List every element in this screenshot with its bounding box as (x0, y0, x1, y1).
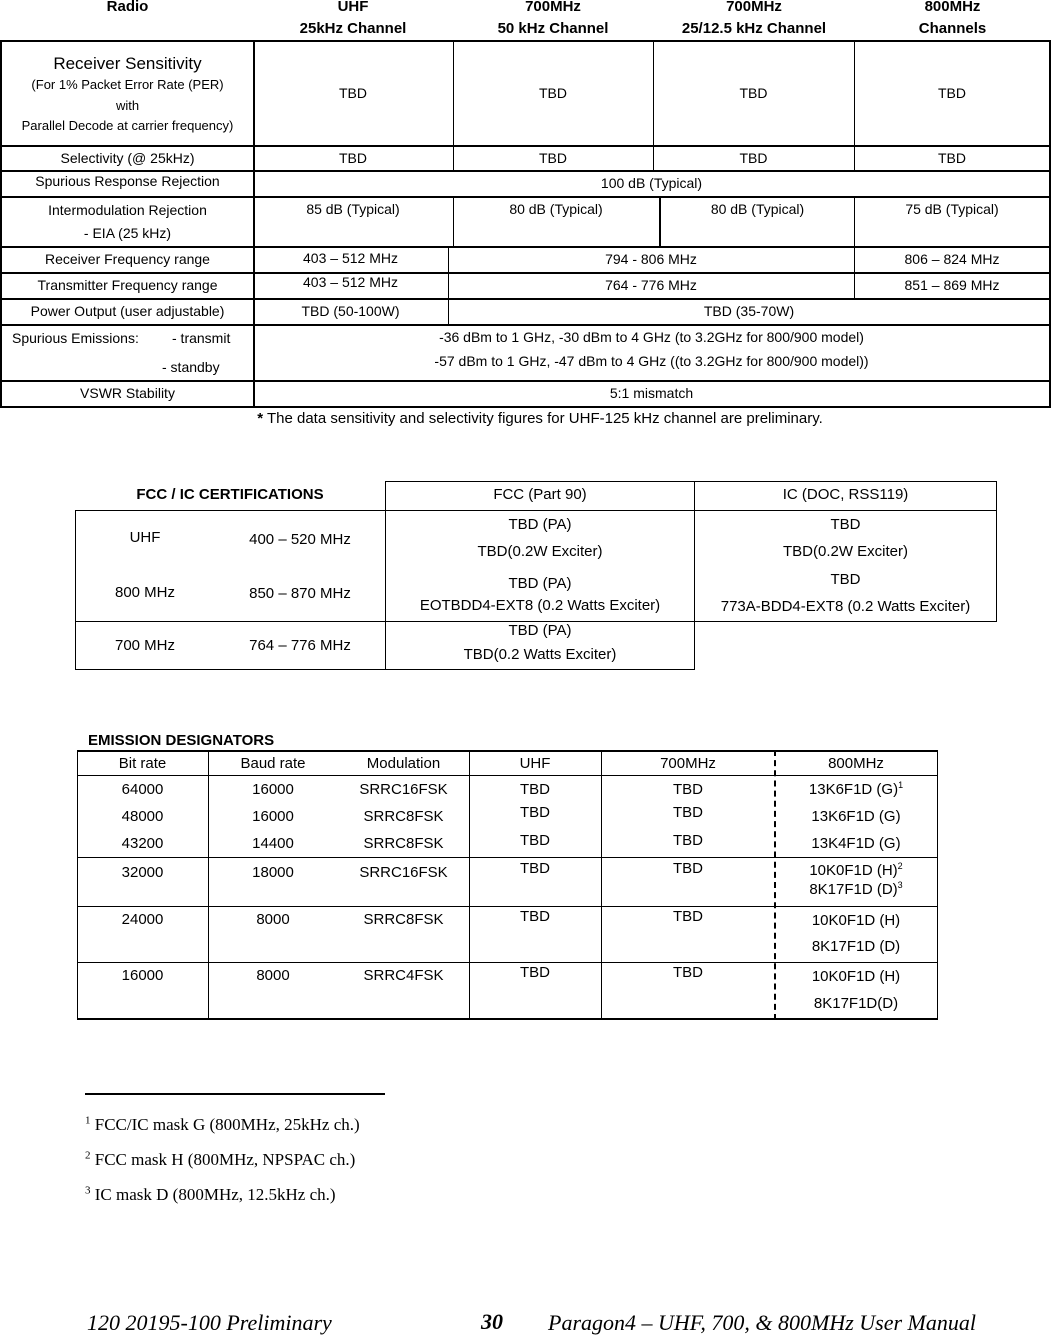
rx-freq-800: 806 – 824 MHz (904, 251, 1000, 268)
em-row2-baudrate: 16000 (252, 808, 294, 825)
em-row6-modulation: SRRC4FSK (363, 967, 444, 984)
sensitivity-label: Receiver Sensitivity (For 1% Packet Error Rate (PER) with Parallel Decode at carrier frequency) (21, 54, 234, 133)
em-row3-700: TBD (673, 832, 703, 849)
vswr-value: 5:1 mismatch (609, 385, 694, 402)
em-row1-modulation: SRRC16FSK (359, 781, 448, 798)
intermod-700a: 80 dB (Typical) (509, 201, 603, 218)
fcc-800-pa: TBD (PA) (508, 575, 572, 592)
spurious-emissions-label: Spurious Emissions: (12, 330, 139, 346)
power-700-800: TBD (35-70W) (703, 303, 795, 320)
vswr-label: VSWR Stability (80, 385, 175, 402)
em-row5-700: TBD (673, 908, 703, 925)
em-row6-800-h: 10K0F1D (H) (811, 968, 901, 985)
em-row3-bitrate: 43200 (121, 835, 164, 852)
em-row5-bitrate: 24000 (121, 911, 164, 928)
spurious-response-label: Spurious Response Rejection (35, 173, 220, 190)
em-row5-baudrate: 8000 (256, 911, 290, 928)
col-header-700b: 700MHz (726, 0, 782, 15)
emission-title: EMISSION DESIGNATORS (88, 732, 275, 749)
em-row6-800-d: 8K17F1D(D) (813, 995, 899, 1012)
footer-doc-number: 120 20195-100 Preliminary (87, 1310, 332, 1335)
em-row1-bitrate: 64000 (121, 781, 164, 798)
em-row6-uhf: TBD (520, 964, 550, 981)
em-row3-800: 13K4F1D (G) (811, 835, 901, 852)
tx-freq-label: Transmitter Frequency range (37, 277, 218, 294)
em-row4-uhf: TBD (520, 860, 550, 877)
fcc-range-700: 764 – 776 MHz (249, 637, 351, 654)
fcc-uhf-exciter: TBD(0.2W Exciter) (477, 543, 603, 560)
em-row2-uhf: TBD (520, 804, 550, 821)
em-header-700: 700MHz (660, 755, 716, 772)
em-row3-modulation: SRRC8FSK (363, 835, 444, 852)
selectivity-700b: TBD (739, 149, 768, 166)
em-row4-modulation: SRRC16FSK (359, 864, 448, 881)
ic-uhf-pa: TBD (830, 516, 861, 533)
em-row4-800-d: 8K17F1D $(D)^3$ (809, 880, 903, 898)
col-subheader-700a: 50 kHz Channel (497, 20, 609, 37)
power-uhf: TBD (50-100W) (301, 303, 400, 320)
col-subheader-700b: 25/12.5 kHz Channel (681, 20, 827, 37)
rx-freq-uhf: 403 – 512 MHz (303, 250, 398, 267)
em-row5-modulation: SRRC8FSK (363, 911, 444, 928)
fcc-range-800: 850 – 870 MHz (249, 585, 351, 602)
ic-col-header: IC (DOC, RSS119) (782, 486, 909, 503)
footnote-3: $^3$ IC mask D (800MHz, 12.5kHz ch.) (85, 1184, 336, 1204)
col-header-radio: Radio (106, 0, 149, 15)
col-subheader-uhf: 25kHz Channel (299, 20, 407, 37)
intermod-label: Intermodulation Rejection - EIA (25 kHz) (48, 202, 207, 241)
spurious-emissions-standby: - standby (162, 359, 220, 375)
em-row6-700: TBD (673, 964, 703, 981)
spurious-emissions-transmit: - transmit (172, 330, 231, 346)
fcc-band-700: 700 MHz (114, 637, 176, 654)
tx-freq-800: 851 – 869 MHz (904, 277, 1000, 294)
sensitivity-800: TBD (938, 84, 966, 101)
em-header-modulation: Modulation (366, 755, 441, 772)
selectivity-uhf: TBD (339, 149, 367, 166)
tx-freq-700: 764 - 776 MHz (605, 277, 697, 294)
col-header-700a: 700MHz (525, 0, 581, 15)
em-row4-bitrate: 32000 (121, 864, 164, 881)
intermod-800: 75 dB (Typical) (905, 201, 999, 218)
em-row3-baudrate: 14400 (252, 835, 294, 852)
em-header-uhf: UHF (519, 755, 551, 772)
sensitivity-700a: TBD (539, 84, 567, 101)
sensitivity-700b: TBD (739, 84, 768, 101)
em-header-baudrate: Baud rate (240, 755, 306, 772)
intermod-700b: 80 dB (Typical) (710, 201, 805, 218)
em-row5-800-d: 8K17F1D (D) (811, 938, 901, 955)
preliminary-note: * The data sensitivity and selectivity figures for UHF-125 kHz channel are preliminary. (257, 410, 823, 427)
em-header-800: 800MHz (828, 755, 884, 772)
em-row5-800-h: 10K0F1D (H) (811, 912, 901, 929)
fcc-title: FCC / IC CERTIFICATIONS (136, 486, 324, 503)
intermod-uhf: 85 dB (Typical) (306, 201, 400, 218)
col-subheader-800: Channels (918, 20, 987, 37)
ic-800-pa: TBD (830, 571, 861, 588)
em-row5-uhf: TBD (520, 908, 550, 925)
em-row6-bitrate: 16000 (121, 967, 164, 984)
spurious-response-value: 100 dB (Typical) (600, 175, 703, 192)
fcc-800-exciter: EOTBDD4-EXT8 (0.2 Watts Exciter) (419, 597, 661, 614)
em-row4-700: TBD (673, 860, 703, 877)
em-row4-baudrate: 18000 (252, 864, 294, 881)
fcc-700-exciter: TBD(0.2 Watts Exciter) (463, 646, 617, 663)
em-row2-modulation: SRRC8FSK (363, 808, 444, 825)
selectivity-700a: TBD (539, 149, 567, 166)
em-header-bitrate: Bit rate (118, 755, 167, 772)
ic-800-exciter: 773A-BDD4-EXT8 (0.2 Watts Exciter) (720, 598, 971, 615)
sensitivity-uhf: TBD (339, 84, 367, 101)
spurious-emissions-standby-value: -57 dBm to 1 GHz, -47 dBm to 4 GHz ((to 3.2GHz for 800/900 model)) (434, 353, 869, 370)
power-label: Power Output (user adjustable) (30, 303, 225, 320)
footer-manual-title: Paragon4 – UHF, 700, & 800MHz User Manual (548, 1310, 976, 1335)
footnote-1: $^1$ FCC/IC mask G (800MHz, 25kHz ch.) (85, 1114, 360, 1134)
fcc-700-pa: TBD (PA) (508, 622, 572, 639)
em-row2-700: TBD (673, 804, 703, 821)
col-header-uhf: UHF (337, 0, 369, 15)
fcc-range-uhf: 400 – 520 MHz (249, 531, 351, 548)
selectivity-800: TBD (938, 149, 966, 166)
fcc-col-header: FCC (Part 90) (493, 486, 587, 503)
footnote-rule (85, 1093, 385, 1095)
fcc-band-800: 800 MHz (114, 584, 176, 601)
em-row6-baudrate: 8000 (256, 967, 290, 984)
em-row3-uhf: TBD (520, 832, 550, 849)
em-row1-800: 13K6F1D $(G)^1$ (808, 780, 904, 798)
em-row1-uhf: TBD (520, 781, 550, 798)
tx-freq-uhf: 403 – 512 MHz (303, 274, 398, 291)
rx-freq-label: Receiver Frequency range (45, 251, 210, 268)
fcc-uhf-pa: TBD (PA) (508, 516, 572, 533)
em-row4-800-h: 10K0F1D $(H)^2$ (809, 861, 903, 879)
em-row1-baudrate: 16000 (252, 781, 294, 798)
em-row2-800: 13K6F1D (G) (811, 808, 901, 825)
em-row1-700: TBD (673, 781, 703, 798)
footnote-2: $^2$ FCC mask H (800MHz, NPSPAC ch.) (85, 1149, 356, 1169)
em-row2-bitrate: 48000 (121, 808, 164, 825)
spurious-emissions-transmit-value: -36 dBm to 1 GHz, -30 dBm to 4 GHz (to 3.2GHz for 800/900 model) (439, 329, 864, 346)
fcc-band-uhf: UHF (129, 529, 161, 546)
ic-uhf-exciter: TBD(0.2W Exciter) (782, 543, 908, 560)
selectivity-label: Selectivity (@ 25kHz) (60, 149, 195, 166)
footer-page-number: 30 (481, 1309, 503, 1334)
rx-freq-700: 794 - 806 MHz (605, 251, 697, 268)
col-header-800: 800MHz (924, 0, 981, 15)
